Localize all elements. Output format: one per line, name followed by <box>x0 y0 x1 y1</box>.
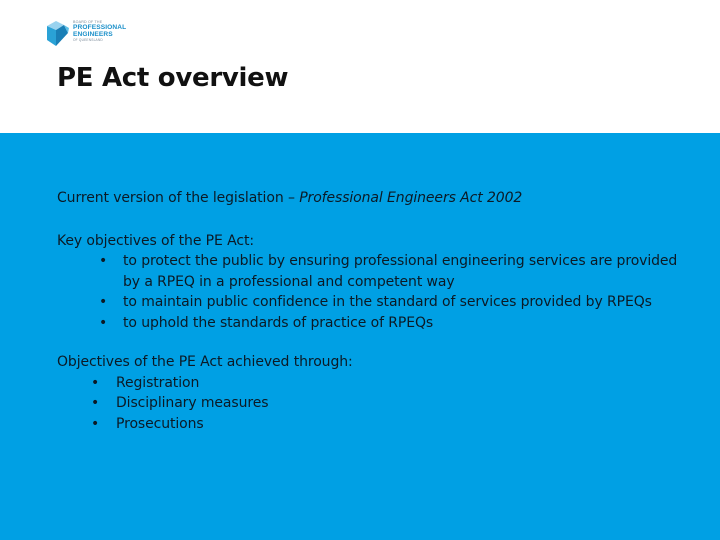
bullet-marker: • <box>99 294 108 310</box>
logo-line-1: BOARD OF THE <box>73 20 103 24</box>
current-version-label: Current version of the legislation – <box>57 190 300 206</box>
bullet-marker: • <box>99 253 108 269</box>
list-item <box>57 251 697 292</box>
engineers-board-logo-icon <box>44 18 70 48</box>
list-item <box>57 292 697 313</box>
list-item-text: Disciplinary measures <box>116 395 269 411</box>
list-item <box>57 414 697 435</box>
list-item-text: to protect the public by ensuring professional engineering services are provided by a RPEQ in a professional and competent way <box>123 253 678 290</box>
bullet-marker: • <box>91 395 100 411</box>
logo-line-3: ENGINEERS <box>73 31 113 38</box>
achieved-heading: Objectives of the PE Act achieved through: <box>57 354 353 370</box>
logo-wordmark <box>73 20 137 42</box>
board-logo <box>44 18 134 50</box>
list-item-text: to uphold the standards of practice of RPEQs <box>123 314 434 331</box>
logo-line-4: OF QUEENSLAND <box>73 38 103 42</box>
bullet-marker: • <box>91 415 100 432</box>
slide-body <box>57 188 697 434</box>
achieved-list <box>57 373 697 435</box>
bullet-marker: • <box>91 374 100 391</box>
act-name: Professional Engineers Act 2002 <box>299 190 523 206</box>
list-item-text: Registration <box>116 374 200 391</box>
objectives-heading: Key objectives of the PE Act: <box>57 232 254 249</box>
list-item <box>57 373 697 394</box>
objectives-list <box>57 251 697 333</box>
list-item-text: to maintain public confidence in the standard of services provided by RPEQs <box>123 294 652 310</box>
bullet-marker: • <box>99 314 108 331</box>
slide-header <box>0 0 720 133</box>
list-item-text: Prosecutions <box>116 415 204 432</box>
list-item <box>57 393 697 414</box>
logo-line-2: PROFESSIONAL <box>73 24 127 31</box>
slide-title: PE Act overview <box>57 63 289 93</box>
current-version-text <box>57 188 697 209</box>
list-item <box>57 313 697 334</box>
